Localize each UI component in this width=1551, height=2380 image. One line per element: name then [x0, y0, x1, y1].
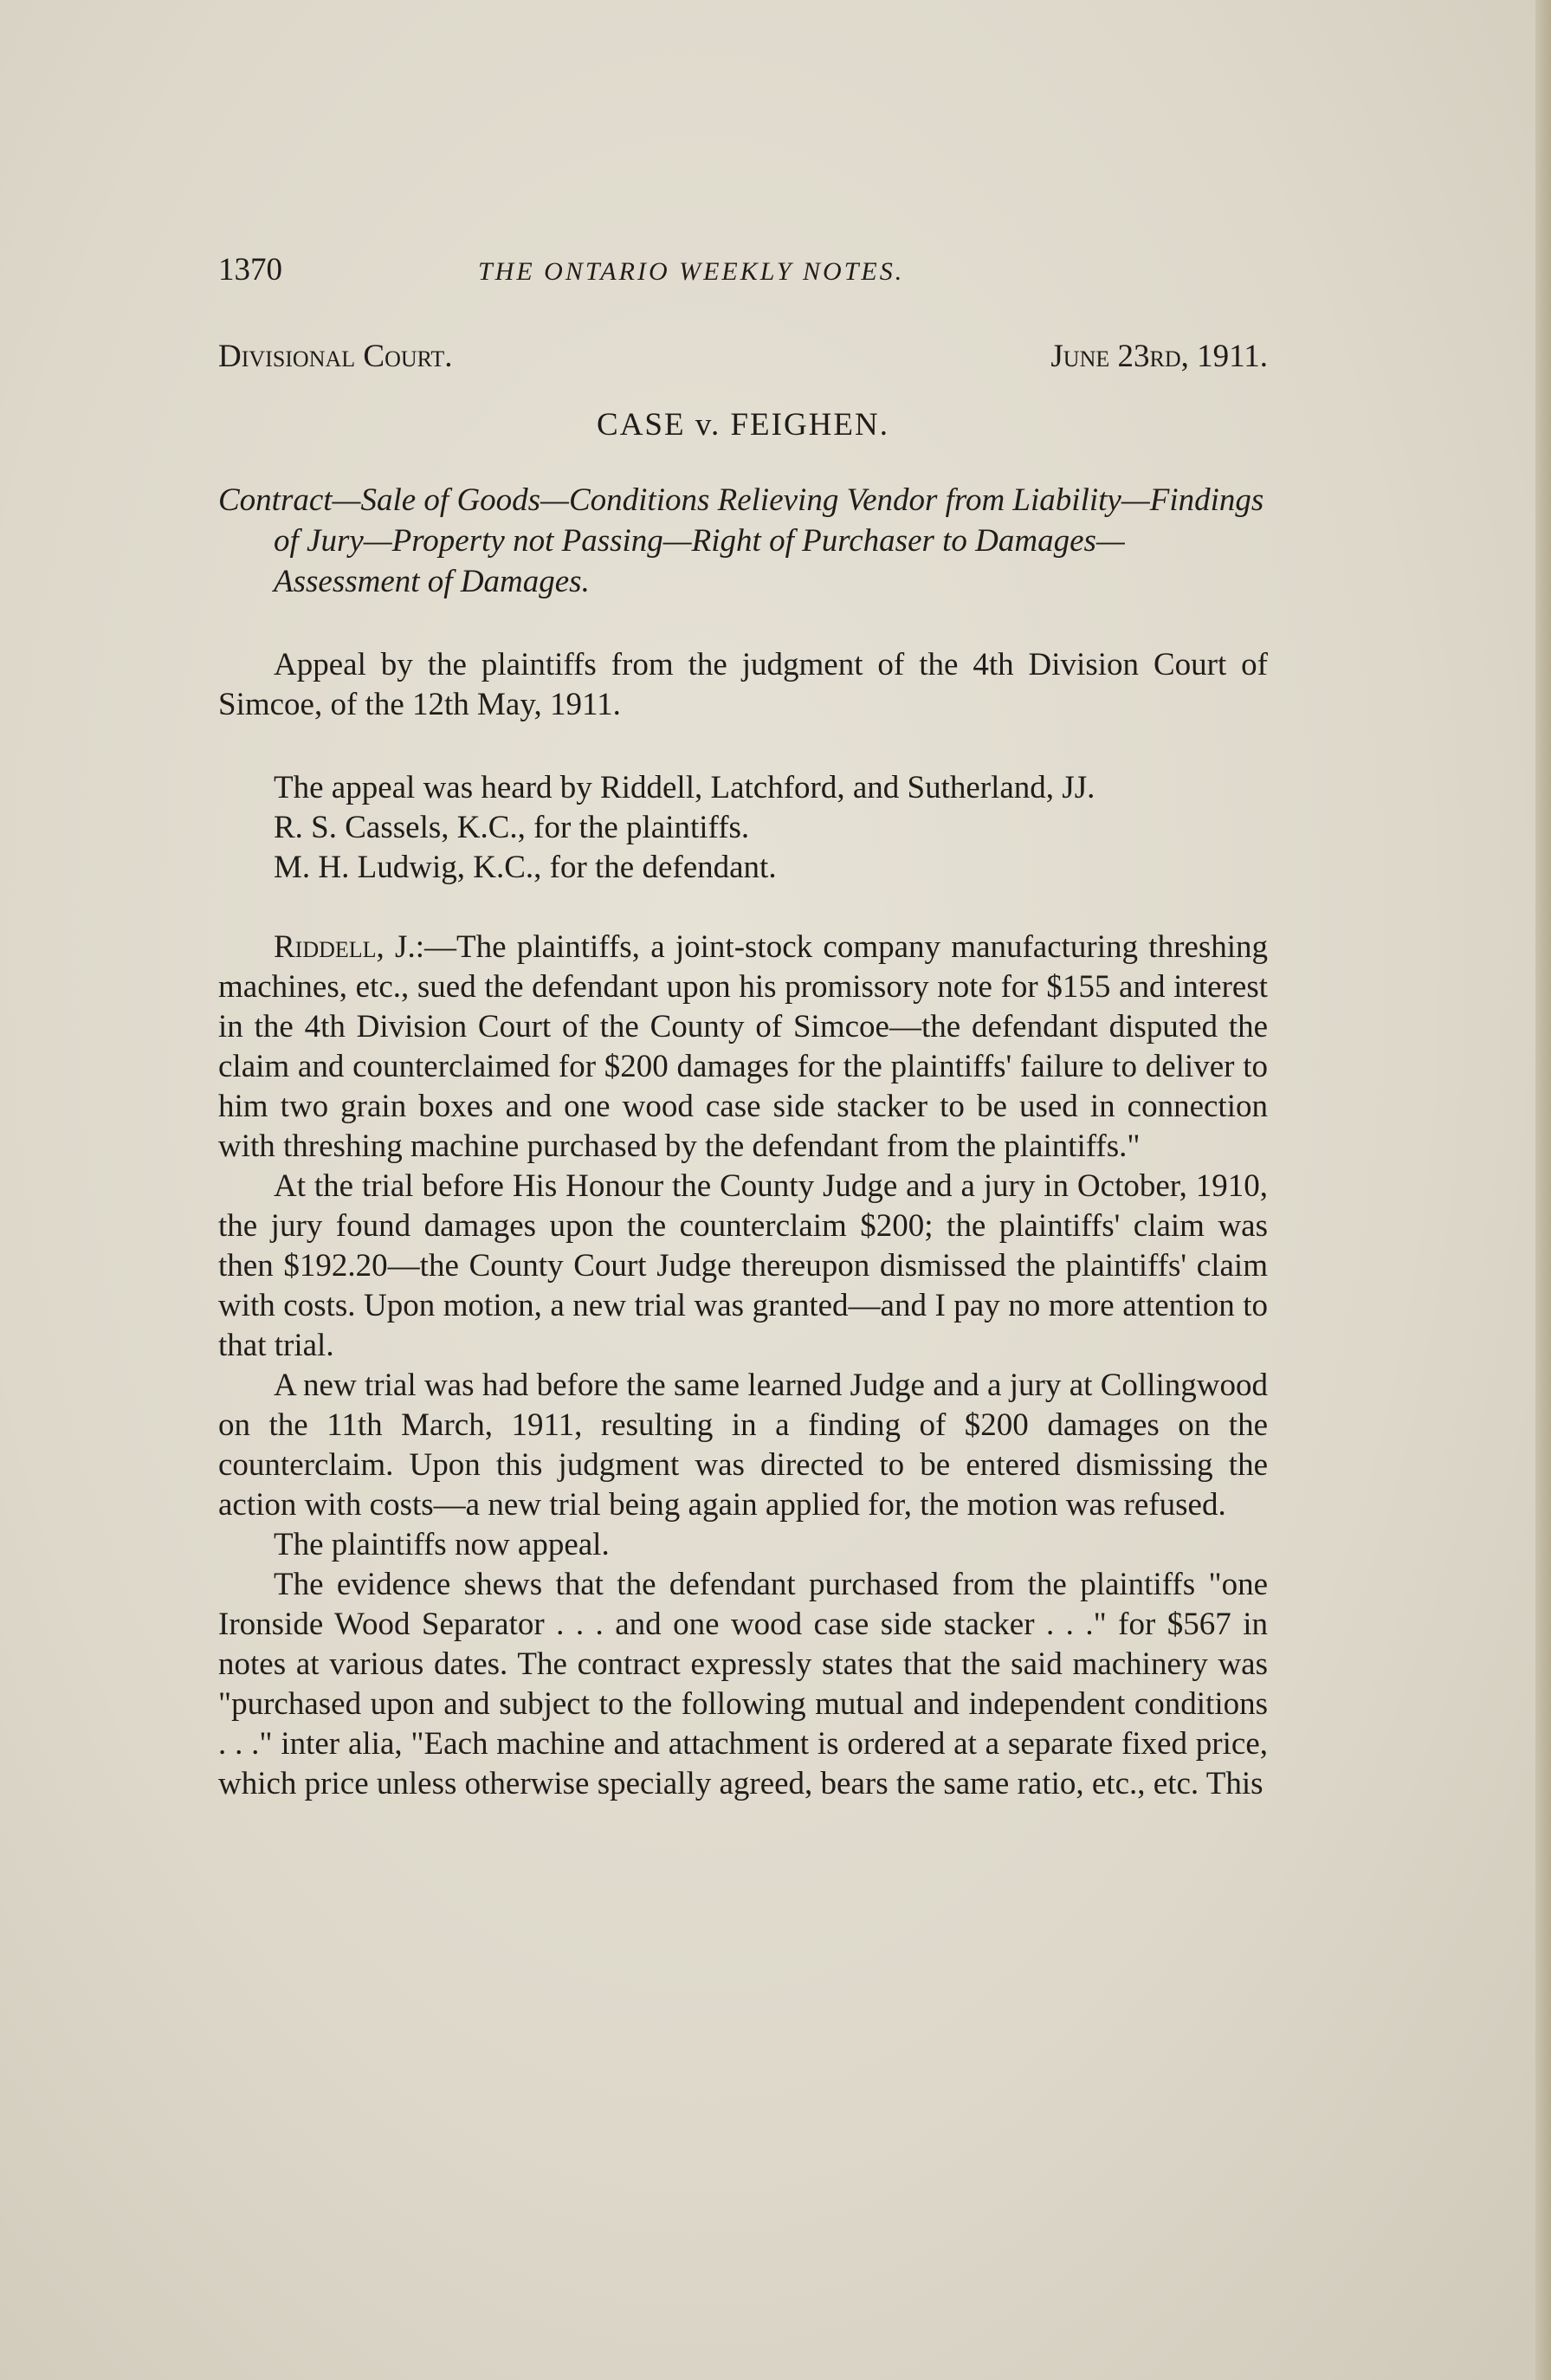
page-content: [218, 251, 1268, 1804]
judgment-paragraph: A new trial was had before the same learned Judge and a jury at Collingwood on the 11th March, 1911, resulting in a finding of $200 damages on the counterclaim. Upon this judgment was directed to be entered dismissing the action with costs—a new trial being again applied for, the motion was refused.: [218, 1368, 1268, 1523]
court-line: [218, 338, 1268, 375]
heard-by-paragraph: The appeal was heard by Riddell, Latchford, and Sutherland, JJ.: [274, 770, 1095, 805]
running-head: [218, 251, 1268, 303]
page-edge: [1535, 0, 1551, 2380]
judgment-paragraph: [218, 928, 1268, 1167]
judgment-opening-text: :—The plaintiffs, a joint-stock company manufacturing threshing machines, etc., sued the defendant upon his promissory note for $155 and interest in the 4th Division Court of the County of Simcoe—the defendant disputed the claim and counterclaimed for $200 damages for the plaintiffs' failure to deliver to him two grain boxes and one wood case side stacker to be used in connection with threshing machine purchased by the defendant from the plaintiffs.": [218, 929, 1268, 1164]
judgment-paragraph: The evidence shews that the defendant purchased from the plaintiffs "one Ironside Wood Separator . . . and one wood case side stacker . . ." for $567 in notes at various dates. The contract expressly states that the said machinery was "purchased upon and subject to the following mutual and independent conditions . . ." inter alia, "Each machine and attachment is ordered at a separate fixed price, which price unless otherwise specially agreed, bears the same ratio, etc., etc. This: [218, 1567, 1268, 1801]
judgment-paragraph: At the trial before His Honour the County Judge and a jury in October, 1910, the jury found damages upon the counterclaim $200; the plaintiffs' claim was then $192.20—the County Court Judge thereupon dismissed the plaintiffs' claim with costs. Upon motion, a new trial was granted—and I pay no more attention to that trial.: [218, 1168, 1268, 1363]
case-title: CASE v. FEIGHEN.: [597, 407, 889, 443]
journal-title: THE ONTARIO WEEKLY NOTES.: [478, 257, 905, 286]
headnote: Contract—Sale of Goods—Conditions Relieving Vendor from Liability—Findings of Jury—Property not Passing—Right of Purchaser to Damages—Assessment of Damages.: [218, 482, 1264, 599]
counsel-plaintiffs: R. S. Cassels, K.C., for the plaintiffs.: [274, 810, 750, 845]
court-name: Divisional Court.: [218, 339, 453, 374]
counsel-defendant: M. H. Ludwig, K.C., for the defendant.: [274, 850, 777, 885]
judgment-paragraph: The plaintiffs now appeal.: [274, 1527, 610, 1562]
intro-paragraph: Appeal by the plaintiffs from the judgment of the 4th Division Court of Simcoe, of the 12th May, 1911.: [218, 647, 1268, 722]
decision-date: June 23rd, 1911.: [1050, 339, 1268, 374]
judge-name: Riddell, J.: [274, 929, 416, 965]
page-number: 1370: [218, 252, 282, 288]
